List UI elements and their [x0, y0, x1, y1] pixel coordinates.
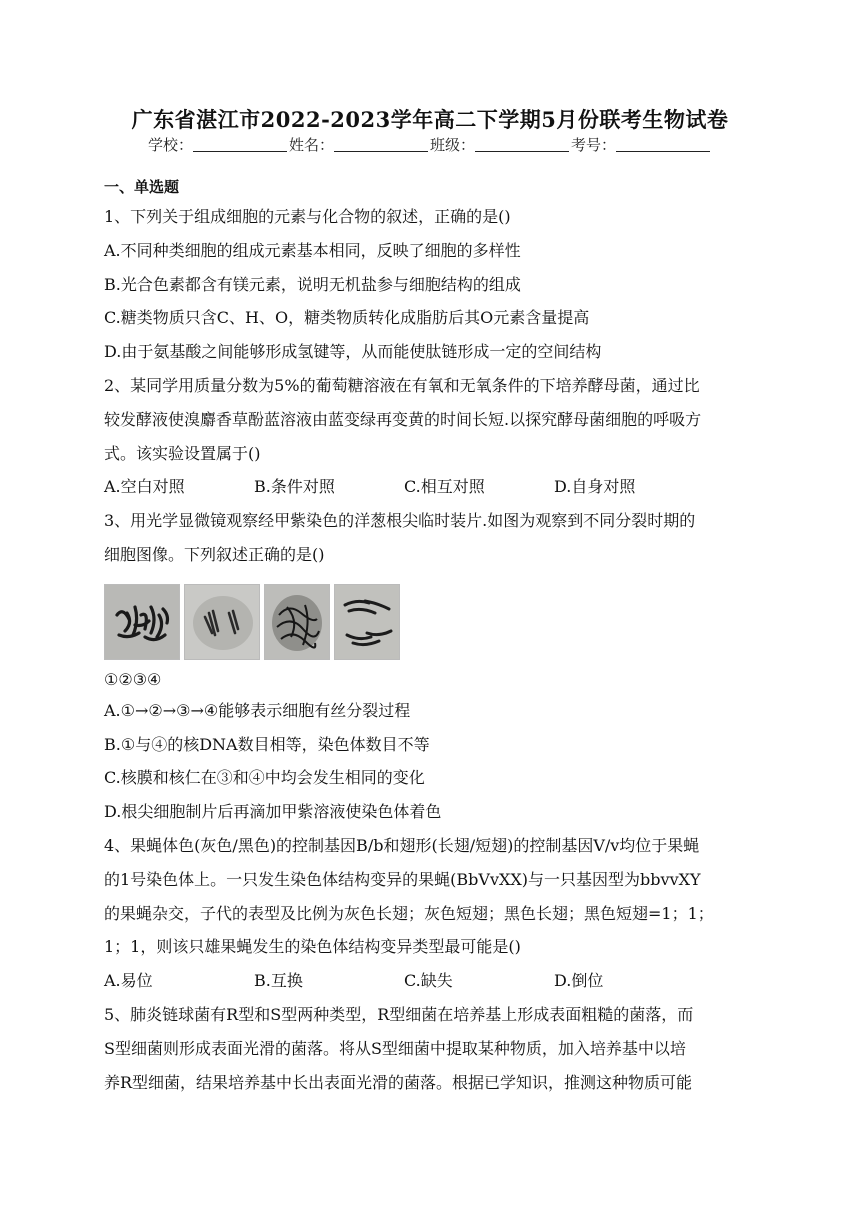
option-b: B.互换	[254, 971, 303, 991]
options-row	[104, 470, 764, 504]
option-a: A.空白对照	[104, 477, 185, 497]
question-2	[104, 369, 764, 504]
number-label: 考号：	[571, 136, 617, 154]
cell-image-1	[104, 584, 180, 660]
option-c: C.缺失	[404, 971, 453, 991]
question-stem: 4、果蝇体色(灰色/黑色)的控制基因B/b和翅形(长翅/短翅)的控制基因V/v均位于果蝇	[104, 835, 700, 855]
exam-title: 广东省湛江市2022-2023学年高二下学期5月份联考生物试卷	[131, 107, 729, 132]
class-label: 班级：	[430, 136, 476, 154]
question-list	[104, 176, 764, 1099]
question-1	[104, 200, 764, 369]
school-label: 学校：	[147, 136, 193, 154]
option-d: D.根尖细胞制片后再滴加甲紫溶液使染色体着色	[104, 802, 442, 822]
option-d: D.倒位	[554, 971, 604, 991]
question-stem: 3、用光学显微镜观察经甲紫染色的洋葱根尖临时装片.如图为观察到不同分裂时期的	[104, 511, 696, 531]
question-stem: 的1号染色体上。一只发生染色体结构变异的果蝇(BbVvXX)与一只基因型为bbvvXY	[104, 869, 701, 889]
school-blank[interactable]	[193, 137, 287, 152]
option-d: D.自身对照	[554, 477, 636, 497]
question-stem: S型细菌则形成表面光滑的菌落。将从S型细菌中提取某种物质，加入培养基中以培	[104, 1038, 686, 1058]
option-a: A.①→②→③→④能够表示细胞有丝分裂过程	[104, 700, 411, 720]
question-5	[104, 998, 764, 1099]
question-stem: 细胞图像。下列叙述正确的是()	[104, 544, 325, 564]
question-stem: 较发酵液使溴麝香草酚蓝溶液由蓝变绿再变黄的时间长短.以探究酵母菌细胞的呼吸方	[104, 409, 702, 429]
question-3	[104, 504, 764, 829]
question-4	[104, 829, 764, 998]
option-c: C.核膜和核仁在③和④中均会发生相同的变化	[104, 768, 425, 788]
question-stem: 的果蝇杂交，子代的表型及比例为灰色长翅；灰色短翅；黑色长翅；黑色短翅=1；1；	[104, 903, 714, 923]
question-stem: 1、下列关于组成细胞的元素与化合物的叙述，正确的是()	[104, 207, 511, 226]
question-stem: 1；1，则该只雄果蝇发生的染色体结构变异类型最可能是()	[104, 937, 521, 957]
cell-image-4	[334, 584, 400, 660]
question-stem: 式。该实验设置属于()	[104, 443, 261, 463]
mitosis-figure	[104, 582, 764, 660]
options-row	[104, 964, 764, 998]
option-c: C.相互对照	[404, 477, 485, 497]
figure-caption: ①②③④	[104, 669, 162, 689]
option-b: B.①与④的核DNA数目相等，染色体数目不等	[104, 734, 430, 754]
option-a: A.易位	[104, 971, 153, 991]
name-blank[interactable]	[334, 137, 428, 152]
student-info-row	[0, 134, 860, 155]
option-b: B.光合色素都含有镁元素，说明无机盐参与细胞结构的组成	[104, 274, 521, 294]
class-blank[interactable]	[475, 137, 569, 152]
option-c: C.糖类物质只含C、H、O，糖类物质转化成脂肪后其O元素含量提高	[104, 308, 590, 328]
option-a: A.不同种类细胞的组成元素基本相同，反映了细胞的多样性	[104, 240, 521, 260]
cell-image-3	[264, 584, 330, 660]
option-d: D.由于氨基酸之间能够形成氢键等，从而能使肽链形成一定的空间结构	[104, 342, 602, 362]
number-blank[interactable]	[616, 137, 710, 152]
question-stem: 5、肺炎链球菌有R型和S型两种类型，R型细菌在培养基上形成表面粗糙的菌落，而	[104, 1004, 694, 1024]
question-stem: 2、某同学用质量分数为5%的葡萄糖溶液在有氧和无氧条件的下培养酵母菌，通过比	[104, 375, 700, 395]
cell-image-2	[184, 584, 260, 660]
section-heading: 一、单选题	[104, 178, 180, 196]
name-label: 姓名：	[288, 136, 334, 154]
question-stem: 养R型细菌，结果培养基中长出表面光滑的菌落。根据已学知识，推测这种物质可能	[104, 1072, 693, 1092]
option-b: B.条件对照	[254, 477, 335, 497]
